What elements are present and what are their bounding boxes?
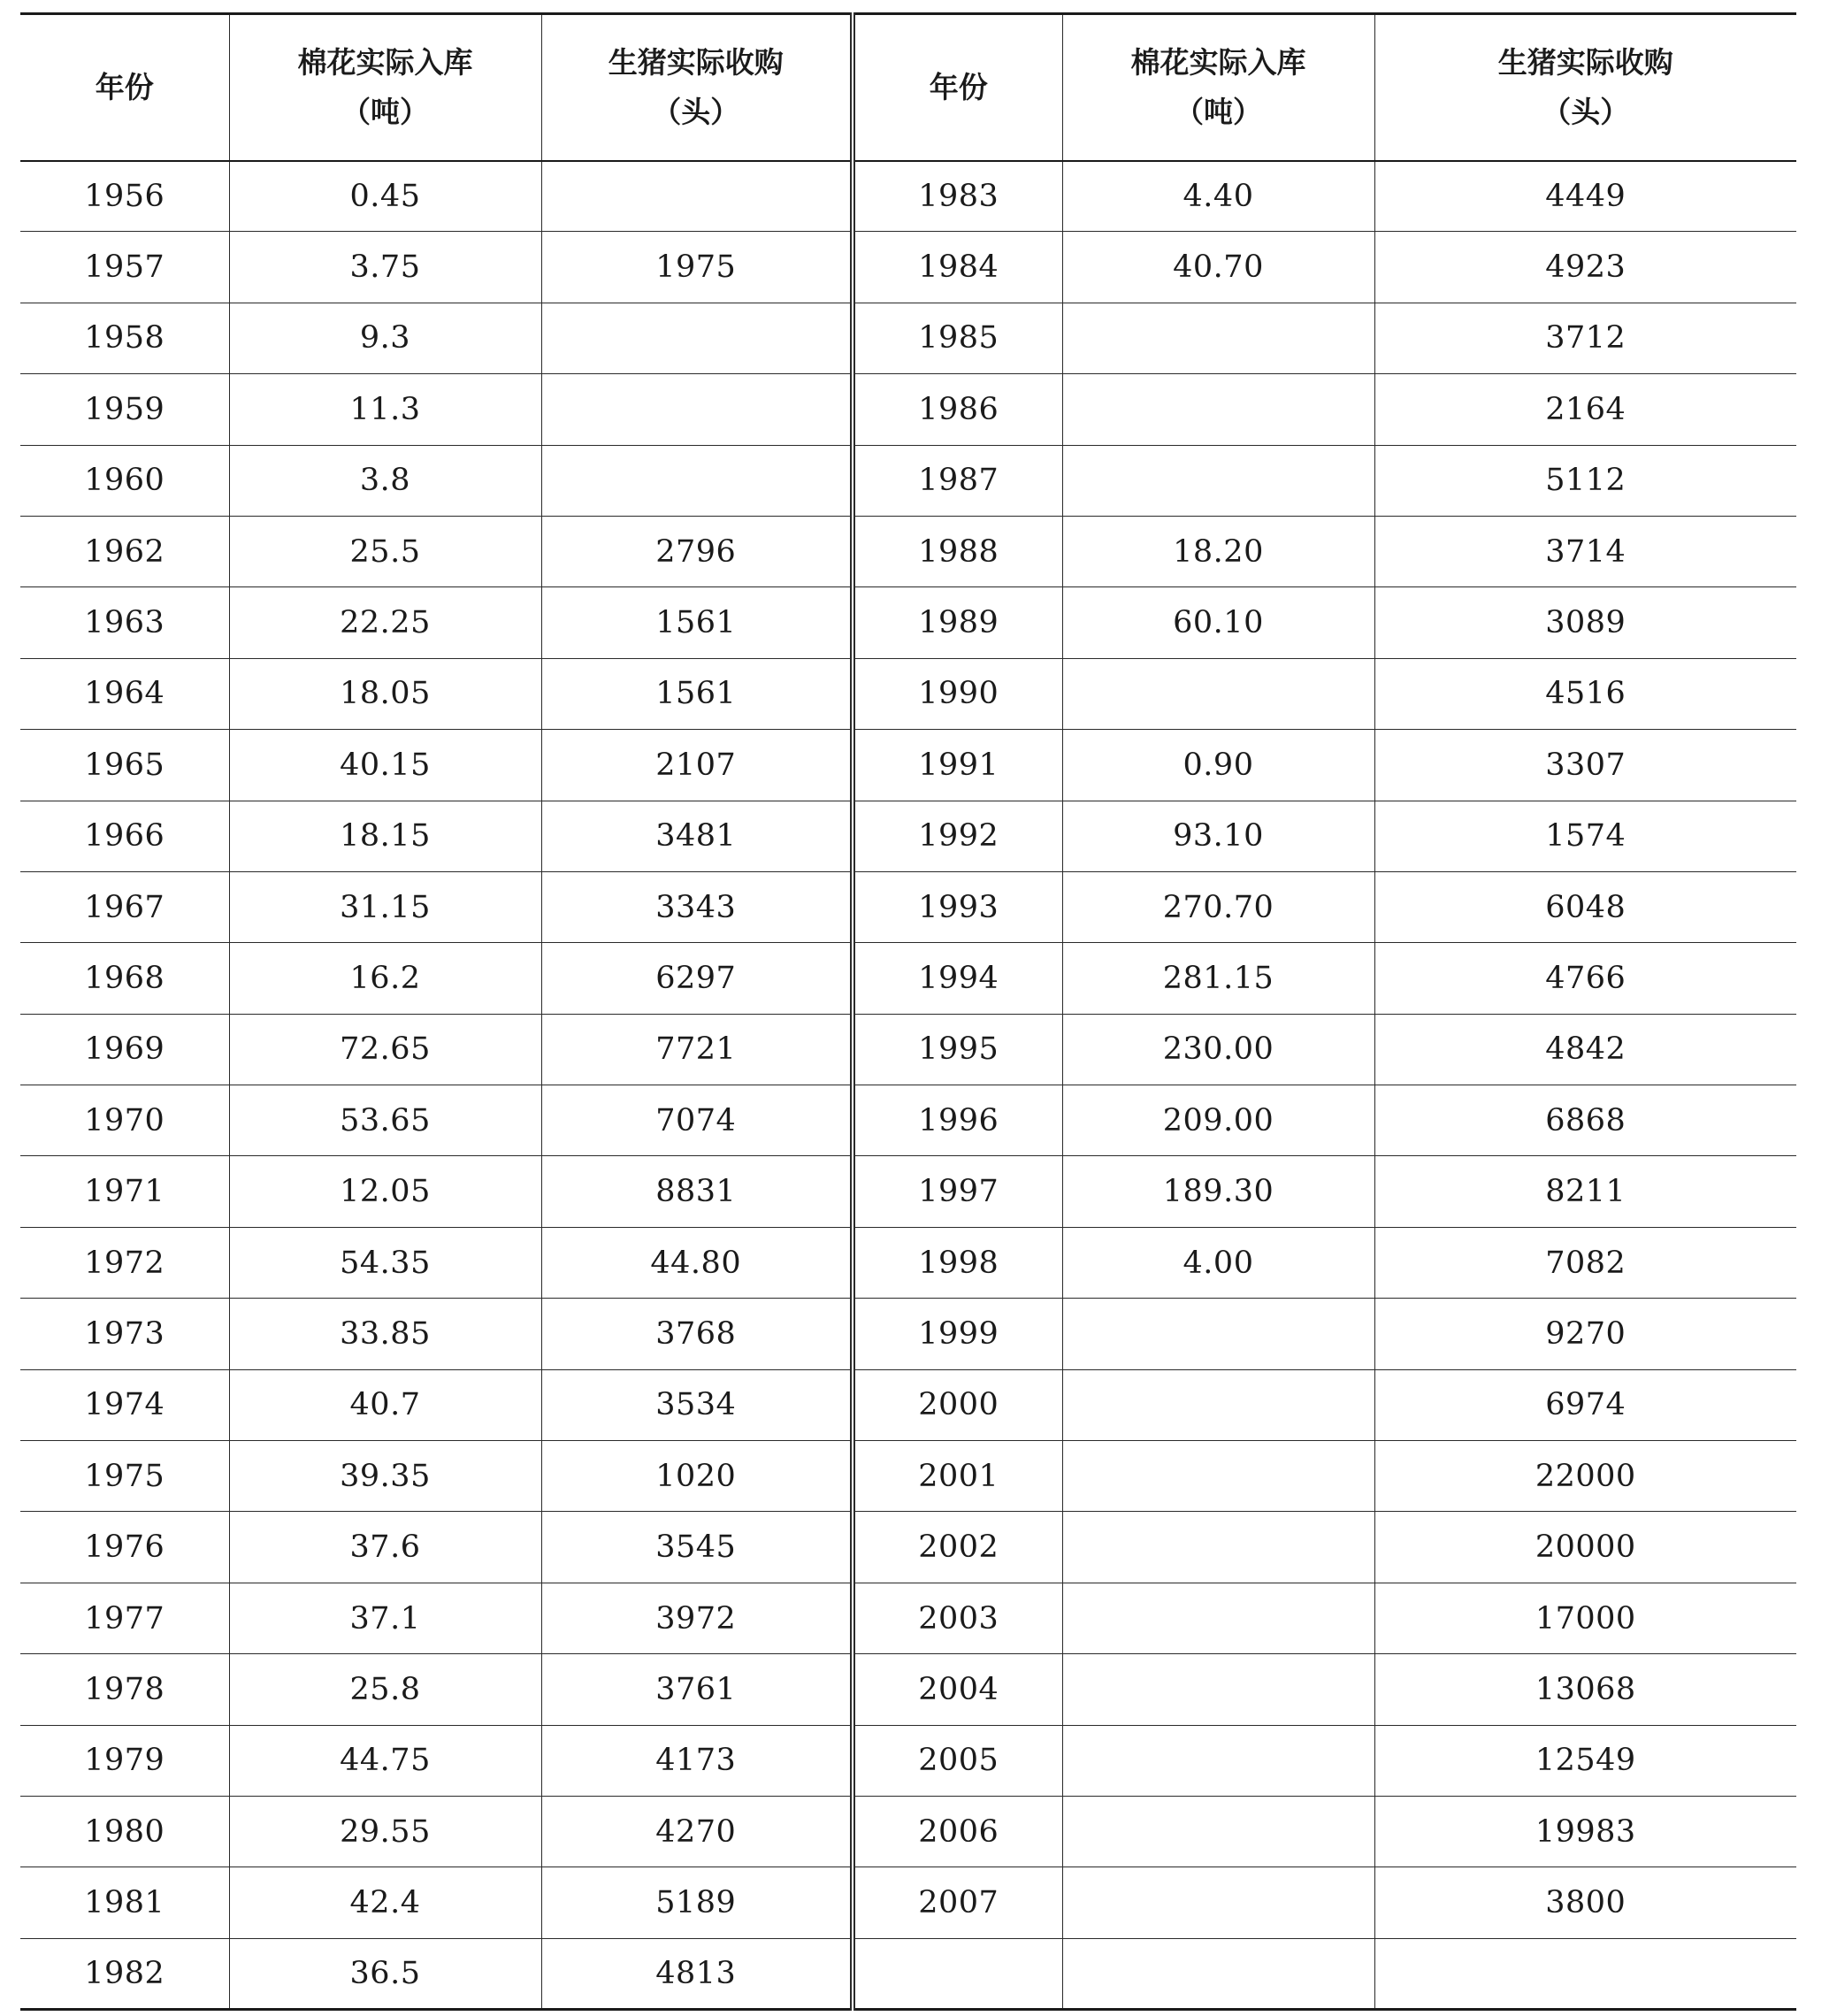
table-header xyxy=(20,14,1796,161)
cell-pig-right: 22000 xyxy=(1374,1441,1796,1512)
cell-year-left: 1980 xyxy=(20,1796,229,1867)
cell-pig-left: 4813 xyxy=(541,1938,853,2009)
cell-pig-left: 1020 xyxy=(541,1441,853,1512)
cell-pig-left xyxy=(541,445,853,516)
cell-pig-right: 3800 xyxy=(1374,1867,1796,1938)
cell-cotton-left: 16.2 xyxy=(229,943,541,1014)
cell-cotton-right xyxy=(1062,1796,1374,1867)
cell-cotton-right xyxy=(1062,1654,1374,1725)
cell-cotton-right: 270.70 xyxy=(1062,871,1374,942)
cell-cotton-left: 44.75 xyxy=(229,1725,541,1796)
header-pig-label: 生猪实际收购 xyxy=(608,44,784,80)
cell-cotton-right xyxy=(1062,658,1374,729)
header-cotton-label: 棉花实际入库 xyxy=(297,44,473,80)
cell-pig-left: 7721 xyxy=(541,1014,853,1085)
table-row xyxy=(20,730,1796,801)
cell-cotton-left: 54.35 xyxy=(229,1227,541,1298)
cell-cotton-left: 40.7 xyxy=(229,1369,541,1440)
header-pig-unit: （头） xyxy=(1542,94,1630,129)
cell-year-left: 1957 xyxy=(20,232,229,303)
cell-pig-left: 1561 xyxy=(541,658,853,729)
cell-year-right: 2003 xyxy=(853,1583,1062,1653)
cell-year-left: 1966 xyxy=(20,801,229,871)
cell-pig-right: 4449 xyxy=(1374,161,1796,232)
cell-pig-left: 6297 xyxy=(541,943,853,1014)
table-row xyxy=(20,1512,1796,1583)
cell-cotton-left: 25.5 xyxy=(229,516,541,586)
cell-pig-right: 20000 xyxy=(1374,1512,1796,1583)
cell-year-right: 1997 xyxy=(853,1156,1062,1227)
cell-pig-left: 4270 xyxy=(541,1796,853,1867)
cell-year-right: 2007 xyxy=(853,1867,1062,1938)
table-row xyxy=(20,161,1796,232)
cell-pig-right: 7082 xyxy=(1374,1227,1796,1298)
cell-pig-right: 3089 xyxy=(1374,587,1796,658)
cell-year-left: 1973 xyxy=(20,1299,229,1369)
table-row xyxy=(20,1369,1796,1440)
cell-pig-right: 5112 xyxy=(1374,445,1796,516)
cell-cotton-left: 25.8 xyxy=(229,1654,541,1725)
cell-cotton-right xyxy=(1062,1441,1374,1512)
cell-cotton-right xyxy=(1062,1512,1374,1583)
table-row xyxy=(20,1654,1796,1725)
cell-cotton-right xyxy=(1062,1299,1374,1369)
cell-cotton-right: 230.00 xyxy=(1062,1014,1374,1085)
cell-pig-left: 5189 xyxy=(541,1867,853,1938)
table-row xyxy=(20,658,1796,729)
cell-year-left: 1972 xyxy=(20,1227,229,1298)
cell-cotton-left: 53.65 xyxy=(229,1085,541,1156)
cell-year-left: 1971 xyxy=(20,1156,229,1227)
cell-cotton-right xyxy=(1062,1369,1374,1440)
table-row xyxy=(20,1299,1796,1369)
cell-cotton-left: 33.85 xyxy=(229,1299,541,1369)
header-pig-label: 生猪实际收购 xyxy=(1497,44,1673,80)
header-cotton-unit: （吨） xyxy=(341,94,429,129)
cell-cotton-left: 12.05 xyxy=(229,1156,541,1227)
cell-cotton-right: 18.20 xyxy=(1062,516,1374,586)
cell-year-right: 1993 xyxy=(853,871,1062,942)
cell-year-left: 1970 xyxy=(20,1085,229,1156)
cell-pig-right: 4842 xyxy=(1374,1014,1796,1085)
cell-year-left: 1974 xyxy=(20,1369,229,1440)
cell-pig-right: 17000 xyxy=(1374,1583,1796,1653)
cell-pig-right: 3307 xyxy=(1374,730,1796,801)
cell-pig-left: 3343 xyxy=(541,871,853,942)
header-cotton-label: 棉花实际入库 xyxy=(1130,44,1306,80)
cell-cotton-left: 31.15 xyxy=(229,871,541,942)
cell-pig-left xyxy=(541,161,853,232)
cell-year-right: 1999 xyxy=(853,1299,1062,1369)
cell-year-left: 1978 xyxy=(20,1654,229,1725)
cell-cotton-right: 0.90 xyxy=(1062,730,1374,801)
cell-pig-right: 8211 xyxy=(1374,1156,1796,1227)
cell-pig-left: 7074 xyxy=(541,1085,853,1156)
cell-pig-right: 19983 xyxy=(1374,1796,1796,1867)
table-row xyxy=(20,587,1796,658)
cell-year-right xyxy=(853,1938,1062,2009)
table-row xyxy=(20,445,1796,516)
table-row xyxy=(20,1227,1796,1298)
cell-cotton-left: 40.15 xyxy=(229,730,541,801)
cell-pig-left xyxy=(541,303,853,373)
cell-cotton-left: 18.15 xyxy=(229,801,541,871)
cell-cotton-left: 39.35 xyxy=(229,1441,541,1512)
table-row xyxy=(20,1725,1796,1796)
cell-year-left: 1963 xyxy=(20,587,229,658)
header-cotton-left xyxy=(229,14,541,161)
cell-cotton-left: 42.4 xyxy=(229,1867,541,1938)
cell-year-right: 1995 xyxy=(853,1014,1062,1085)
cell-year-right: 1992 xyxy=(853,801,1062,871)
cell-pig-right: 4516 xyxy=(1374,658,1796,729)
cell-pig-left: 4173 xyxy=(541,1725,853,1796)
cell-year-left: 1976 xyxy=(20,1512,229,1583)
table-row xyxy=(20,801,1796,871)
table-row xyxy=(20,1938,1796,2009)
header-year-label: 年份 xyxy=(95,69,154,104)
cell-year-right: 2002 xyxy=(853,1512,1062,1583)
cell-year-right: 2005 xyxy=(853,1725,1062,1796)
cell-year-right: 2006 xyxy=(853,1796,1062,1867)
cell-year-right: 1991 xyxy=(853,730,1062,801)
cell-pig-right: 4923 xyxy=(1374,232,1796,303)
cell-year-left: 1968 xyxy=(20,943,229,1014)
cell-pig-right: 6048 xyxy=(1374,871,1796,942)
table-row xyxy=(20,1014,1796,1085)
cell-pig-left: 3761 xyxy=(541,1654,853,1725)
cell-pig-right: 2164 xyxy=(1374,374,1796,445)
cell-cotton-left: 37.6 xyxy=(229,1512,541,1583)
cell-pig-right: 4766 xyxy=(1374,943,1796,1014)
cell-cotton-right xyxy=(1062,445,1374,516)
cell-cotton-right: 60.10 xyxy=(1062,587,1374,658)
cell-cotton-right: 40.70 xyxy=(1062,232,1374,303)
cell-pig-right: 3714 xyxy=(1374,516,1796,586)
cell-pig-left: 2107 xyxy=(541,730,853,801)
cell-year-right: 1988 xyxy=(853,516,1062,586)
cell-cotton-right: 281.15 xyxy=(1062,943,1374,1014)
cell-year-left: 1956 xyxy=(20,161,229,232)
cell-pig-right: 12549 xyxy=(1374,1725,1796,1796)
cell-year-left: 1979 xyxy=(20,1725,229,1796)
header-year-left xyxy=(20,14,229,161)
header-year-label: 年份 xyxy=(929,69,988,104)
cell-pig-right: 3712 xyxy=(1374,303,1796,373)
cell-cotton-left: 9.3 xyxy=(229,303,541,373)
table-row xyxy=(20,303,1796,373)
table-row xyxy=(20,1583,1796,1653)
cell-cotton-left: 3.75 xyxy=(229,232,541,303)
header-row xyxy=(20,14,1796,161)
cell-cotton-right xyxy=(1062,1867,1374,1938)
cell-pig-left: 8831 xyxy=(541,1156,853,1227)
cell-year-left: 1969 xyxy=(20,1014,229,1085)
cell-year-right: 1984 xyxy=(853,232,1062,303)
cell-cotton-left: 37.1 xyxy=(229,1583,541,1653)
cell-pig-left: 1975 xyxy=(541,232,853,303)
table-row xyxy=(20,1085,1796,1156)
cell-year-left: 1964 xyxy=(20,658,229,729)
cell-pig-right: 9270 xyxy=(1374,1299,1796,1369)
cell-year-left: 1981 xyxy=(20,1867,229,1938)
cell-year-left: 1960 xyxy=(20,445,229,516)
cell-cotton-right: 189.30 xyxy=(1062,1156,1374,1227)
cell-cotton-left: 18.05 xyxy=(229,658,541,729)
cell-year-right: 1989 xyxy=(853,587,1062,658)
table-row xyxy=(20,516,1796,586)
statistics-table xyxy=(20,12,1796,2011)
cell-year-right: 1983 xyxy=(853,161,1062,232)
cell-pig-right: 1574 xyxy=(1374,801,1796,871)
table-row xyxy=(20,1796,1796,1867)
cell-year-left: 1977 xyxy=(20,1583,229,1653)
cell-pig-right xyxy=(1374,1938,1796,2009)
cell-year-right: 1985 xyxy=(853,303,1062,373)
cell-cotton-right: 93.10 xyxy=(1062,801,1374,871)
cell-cotton-right xyxy=(1062,303,1374,373)
cell-year-left: 1962 xyxy=(20,516,229,586)
cell-year-right: 1998 xyxy=(853,1227,1062,1298)
cell-year-left: 1958 xyxy=(20,303,229,373)
cell-pig-left xyxy=(541,374,853,445)
cell-cotton-left: 22.25 xyxy=(229,587,541,658)
cell-cotton-right: 4.00 xyxy=(1062,1227,1374,1298)
cell-cotton-right xyxy=(1062,1938,1374,2009)
cell-year-left: 1982 xyxy=(20,1938,229,2009)
header-pig-right xyxy=(1374,14,1796,161)
cell-pig-left: 3534 xyxy=(541,1369,853,1440)
cell-year-right: 1990 xyxy=(853,658,1062,729)
cell-cotton-right: 209.00 xyxy=(1062,1085,1374,1156)
cell-pig-left: 1561 xyxy=(541,587,853,658)
header-pig-unit: （头） xyxy=(652,94,740,129)
cell-cotton-right: 4.40 xyxy=(1062,161,1374,232)
table-body xyxy=(20,161,1796,2010)
cell-cotton-right xyxy=(1062,374,1374,445)
cell-cotton-right xyxy=(1062,1583,1374,1653)
cell-pig-left: 3481 xyxy=(541,801,853,871)
cell-year-left: 1959 xyxy=(20,374,229,445)
table-row xyxy=(20,1441,1796,1512)
cell-pig-left: 44.80 xyxy=(541,1227,853,1298)
cell-year-right: 2001 xyxy=(853,1441,1062,1512)
cell-cotton-left: 72.65 xyxy=(229,1014,541,1085)
cell-year-right: 1987 xyxy=(853,445,1062,516)
cell-year-left: 1967 xyxy=(20,871,229,942)
cell-pig-right: 6868 xyxy=(1374,1085,1796,1156)
cell-cotton-right xyxy=(1062,1725,1374,1796)
header-pig-left xyxy=(541,14,853,161)
cell-year-right: 1986 xyxy=(853,374,1062,445)
cell-year-left: 1965 xyxy=(20,730,229,801)
cell-cotton-left: 36.5 xyxy=(229,1938,541,2009)
cell-year-right: 1994 xyxy=(853,943,1062,1014)
cell-pig-left: 3768 xyxy=(541,1299,853,1369)
cell-year-left: 1975 xyxy=(20,1441,229,1512)
header-cotton-unit: （吨） xyxy=(1175,94,1262,129)
table-row xyxy=(20,232,1796,303)
cell-cotton-left: 11.3 xyxy=(229,374,541,445)
cell-pig-left: 2796 xyxy=(541,516,853,586)
cell-year-right: 2000 xyxy=(853,1369,1062,1440)
table-row xyxy=(20,374,1796,445)
table-row xyxy=(20,943,1796,1014)
table-row xyxy=(20,871,1796,942)
cell-cotton-left: 3.8 xyxy=(229,445,541,516)
cell-year-right: 2004 xyxy=(853,1654,1062,1725)
table-row xyxy=(20,1867,1796,1938)
table-row xyxy=(20,1156,1796,1227)
cell-cotton-left: 0.45 xyxy=(229,161,541,232)
cell-pig-left: 3545 xyxy=(541,1512,853,1583)
header-cotton-right xyxy=(1062,14,1374,161)
cell-pig-left: 3972 xyxy=(541,1583,853,1653)
cell-pig-right: 6974 xyxy=(1374,1369,1796,1440)
cell-year-right: 1996 xyxy=(853,1085,1062,1156)
header-year-right xyxy=(853,14,1062,161)
cell-cotton-left: 29.55 xyxy=(229,1796,541,1867)
cell-pig-right: 13068 xyxy=(1374,1654,1796,1725)
